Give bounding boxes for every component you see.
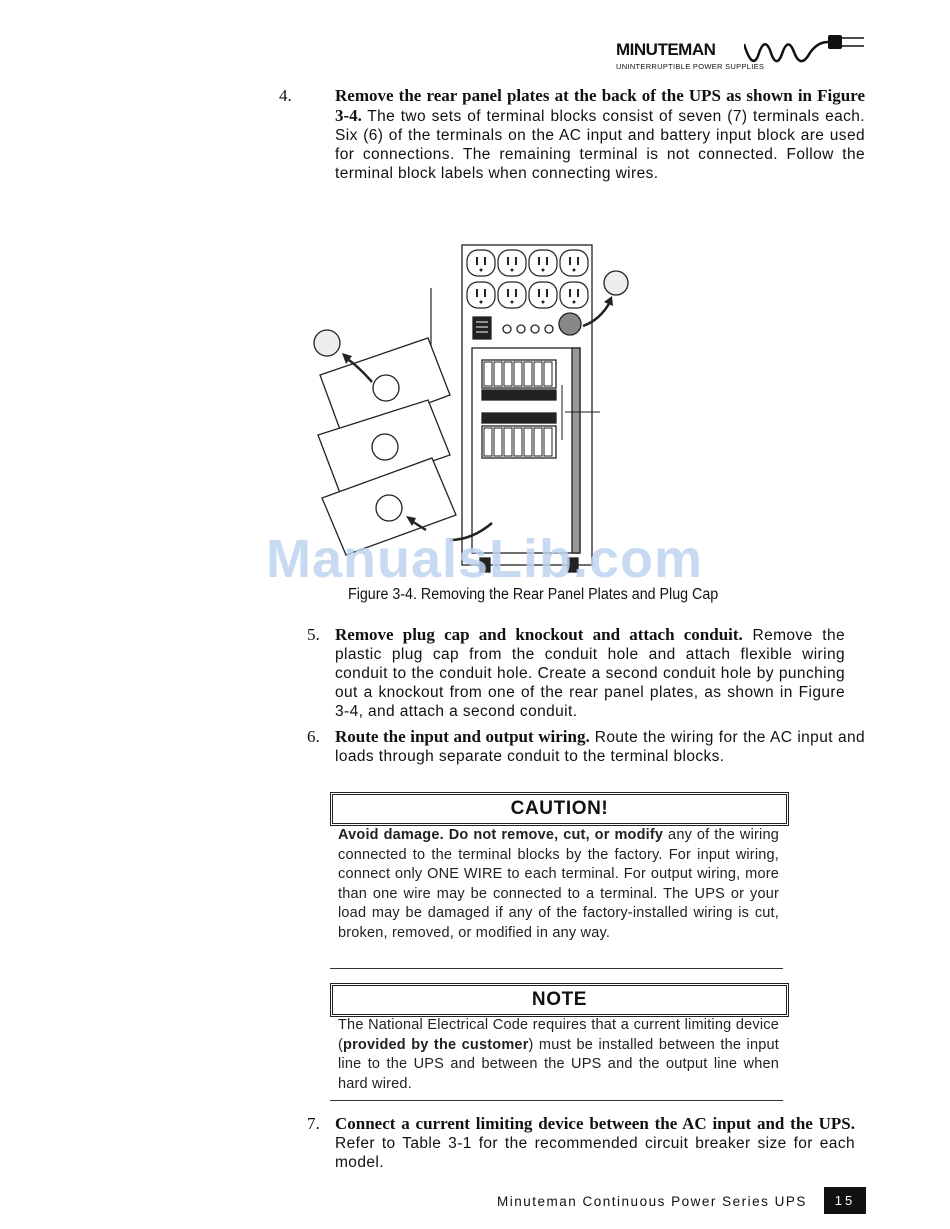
step-5-paragraph <box>335 625 845 721</box>
step-4-number: 4. <box>279 86 292 105</box>
rear-panel-figure <box>300 240 640 575</box>
caution-body <box>338 826 779 944</box>
caution-lead: Avoid damage. Do not remove, cut, or modify <box>338 827 664 843</box>
step-7-heading: Connect a current limiting device between the AC input and the UPS. <box>335 1114 855 1133</box>
figure-caption: Figure 3-4. Removing the Rear Panel Plates and Plug Cap <box>348 586 719 603</box>
ups-cabinet <box>462 245 600 572</box>
minuteman-logo <box>614 32 866 74</box>
step-7-text: Refer to Table 3-1 for the recommended circuit breaker size for each model. <box>335 1135 855 1171</box>
terminal-block-input <box>482 413 556 458</box>
step-7-paragraph <box>335 1114 855 1172</box>
step-5-text: Remove the plastic plug cap from the conduit hole and attach flexible wiring conduit to the conduit hole. Create a second conduit hole by punching out a knockout from one of the rear panel plates, as shown in Figure 3-4, and attach a second conduit. <box>335 627 845 720</box>
step-4-text: The two sets of terminal blocks consist of seven (7) terminals each. Six (6) of the terminals on the AC input and battery input block are used for connections. The remaining terminal is not connected. Follow the terminal block labels when connecting wires. <box>335 108 865 182</box>
outlet-grid <box>467 250 588 308</box>
caution-text: any of the wiring connected to the terminal blocks by the factory. For input wiring, connect only ONE WIRE to each terminal. For output wiring, more than one wire may be connected to a terminal. The UPS or your load may be damaged if any of the factory-installed wiring is cut, broken, removed, or modified in any way. <box>338 827 779 941</box>
logo-word: MINUTEMAN <box>616 40 716 59</box>
step-5-heading: Remove plug cap and knockout and attach conduit. <box>335 625 743 644</box>
note-title: NOTE <box>330 983 789 1017</box>
caution-title: CAUTION! <box>330 792 789 826</box>
step-6-number: 6. <box>307 727 320 746</box>
note-bottom-rule <box>330 1100 783 1101</box>
step-6-paragraph <box>335 727 865 766</box>
step-4-heading: Remove the rear panel plates at the back of the UPS as shown in Figure 3-4. <box>335 86 865 125</box>
note-body <box>338 1016 779 1094</box>
step-6-text: Route the wiring for the AC input and loads through separate conduit to the terminal blocks. <box>335 729 866 765</box>
footer-title: Minuteman Continuous Power Series UPS <box>497 1194 807 1209</box>
logo-tagline: UNINTERRUPTIBLE POWER SUPPLIES <box>616 62 765 71</box>
page-number: 15 <box>824 1187 866 1214</box>
power-plug-wave-icon <box>744 32 866 72</box>
step-6-heading: Route the input and output wiring. <box>335 727 590 746</box>
watermark: ManualsLib.com <box>266 529 704 589</box>
step-5-number: 5. <box>307 625 320 644</box>
caution-bottom-rule <box>330 968 783 969</box>
step-4-paragraph <box>335 86 865 183</box>
note-text-a: The National Electrical Code requires that a current limiting device ( <box>338 1017 779 1053</box>
step-7-number: 7. <box>307 1114 320 1133</box>
terminal-block-output <box>482 360 556 400</box>
note-bold: provided by the customer <box>343 1036 529 1053</box>
rear-panel-plates <box>318 338 456 555</box>
note-text-b: ) must be installed between the input line to the UPS and between the UPS and the output line when hard wired. <box>338 1036 779 1092</box>
